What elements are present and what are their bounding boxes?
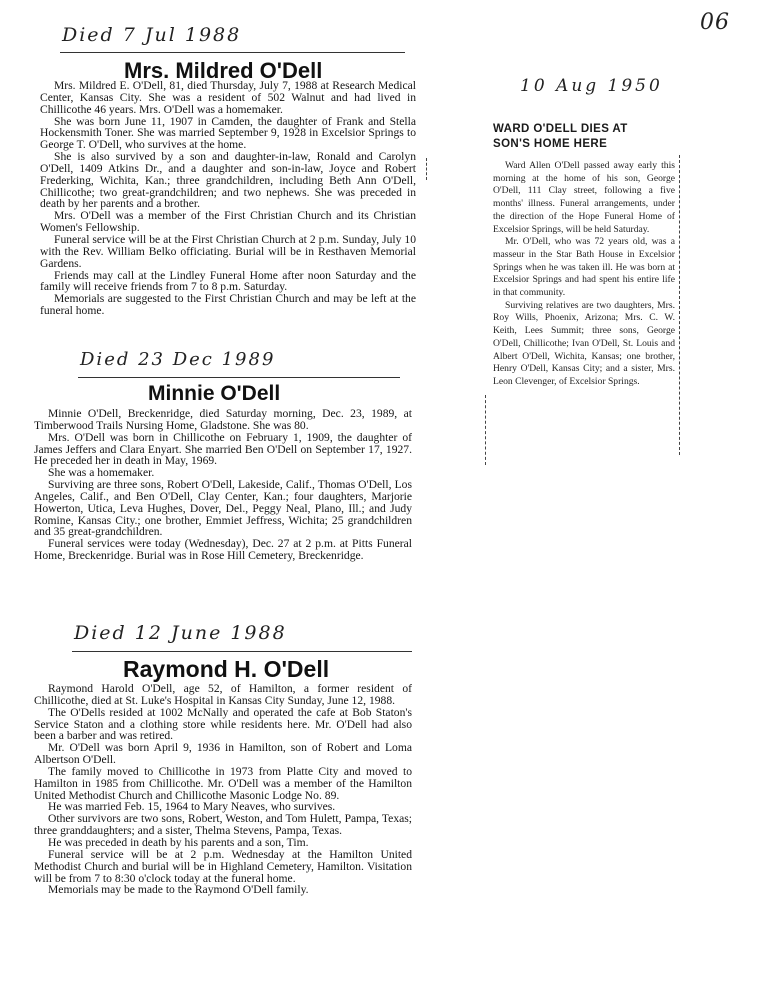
- column-paragraph: Surviving relatives are two daughters, Mrs. Roy Wills, Phoenix, Arizona; Mrs. C. W. Keith, Lees Summit; three sons, George O'Dell, Chillicothe; Ivan O'Dell, St. Louis and Albert O'Dell, Wichita, Kansas; one brother, Henry O'Dell, Kansas City; and a sister, Mrs. Leon Clevenger, of Excelsior Springs.: [493, 299, 675, 387]
- column-headline-line: WARD O'DELL DIES AT: [493, 123, 628, 135]
- obituary-headline: Mrs. Mildred O'Dell: [124, 58, 323, 83]
- column-headline-line: SON'S HOME HERE: [493, 138, 608, 150]
- obituary-body: [34, 408, 412, 562]
- obituary-paragraph: Mrs. O'Dell was born in Chillicothe on February 1, 1909, the daughter of James Jeffers and Clara Enyart. She married Ben O'Dell on September 17, 1927. He preceded her in death in May, 1969.: [34, 430, 412, 468]
- obituary-top-rule: [60, 52, 405, 53]
- obituary-headline: Minnie O'Dell: [148, 382, 281, 405]
- column-headline: [493, 122, 683, 152]
- obituary-paragraph: Mrs. O'Dell was a member of the First Christian Church and its Christian Women's Fellowship.: [40, 209, 416, 235]
- obituary-body: [34, 683, 412, 896]
- obituary-top-rule: [78, 377, 400, 378]
- obituary-paragraph: Mr. O'Dell was born April 9, 1936 in Hamilton, son of Robert and Loma Albertson O'Dell.: [34, 741, 412, 767]
- obituary-paragraph: The O'Dells resided at 1002 McNally and operated the cafe at Bob Staton's Service Staton and a clothing store while residents here. Mr. O'Dell had also been a barber and was retired.: [34, 705, 412, 743]
- page-code: 06: [700, 10, 730, 35]
- obituary-paragraph: Mrs. Mildred E. O'Dell, 81, died Thursday, July 7, 1988 at Research Medical Center, Kansas City. She was a resident of 502 Walnut and had lived in Chillicothe 46 years. Mrs. O'Dell was a homemaker.: [40, 79, 416, 116]
- obituary-paragraph: He was married Feb. 15, 1964 to Mary Neaves, who survives.: [48, 800, 336, 814]
- obituary-paragraph: Surviving are three sons, Robert O'Dell, Lakeside, Calif., Thomas O'Dell, Los Angeles, Calif., and Ben O'Dell, Clay Center, Kan.; four daughters, Marjorie Howerton, Utica, Leva Hughes, Dover, Del., Peggy Neal, Plano, Ill.; and Judy Romine, Kansas City.; one brother, Emmiet Jeffress, Wichita; 25 grandchildren and 35 great-grandchildren.: [34, 478, 412, 539]
- obituary-paragraph: She was born June 11, 1907 in Camden, the daughter of Frank and Stella Hockensmith Toner. She was married September 9, 1928 in Excelsior Springs to George T. O'Dell, who survives at the home.: [40, 114, 416, 152]
- obituary-paragraph: Funeral services were today (Wednesday), Dec. 27 at 2 p.m. at Pitts Funeral Home, Breckenridge. Burial was in Rose Hill Cemetery, Breckenridge.: [34, 537, 412, 563]
- obituary-paragraph: She was a homemaker.: [48, 466, 155, 480]
- obituary-paragraph: He was preceded in death by his parents and a son, Tim.: [48, 835, 309, 849]
- obituary-paragraph: Raymond Harold O'Dell, age 52, of Hamilton, a former resident of Chillicothe, died at St. Luke's Hospital in Kansas City Sunday, June 12, 1988.: [34, 682, 412, 707]
- obituary-paragraph: Funeral service will be at the First Christian Church at 2 p.m. Sunday, July 10 with the Rev. William Belko officiating. Burial will be in Resthaven Memorial Gardens.: [40, 232, 416, 270]
- column-right-border: [679, 155, 680, 455]
- obituary-paragraph: Other survivors are two sons, Robert, Weston, and Tom Hulett, Pampa, Texas; three granddaughters; and a sister, Thelma Stevens, Pampa, Texas.: [34, 812, 412, 838]
- column-left-border: [485, 395, 486, 465]
- obituary-paragraph: Minnie O'Dell, Breckenridge, died Saturday morning, Dec. 23, 1989, at Timberwood Trails Nursing Home, Gladstone. She was 80.: [34, 407, 412, 432]
- clipping-edge-line: [426, 158, 427, 180]
- obituary-paragraph: The family moved to Chillicothe in 1973 from Platte City and moved to Hamilton in 1985 from Chillicothe. Mr. O'Dell was a member of the Hamilton United Methodist Church and Chillicothe Masonic Lodge No. 89.: [34, 764, 412, 802]
- obituary-body: [40, 80, 416, 317]
- column-paragraph: Ward Allen O'Dell passed away early this morning at the home of his son, George O'Dell, 111 Clay street, following a five months' illness. Funeral arrangements, under the direction of the Hope Funeral Home of Excelsior Springs, will be held Saturday.: [493, 160, 675, 235]
- obituary-top-rule: [72, 651, 412, 652]
- obituary-paragraph: Memorials are suggested to the First Christian Church and may be left at the funeral home.: [40, 292, 416, 318]
- obituary-paragraph: She is also survived by a son and daughter-in-law, Ronald and Carolyn O'Dell, 1409 Atkins Dr., and a daughter and son-in-law, Joyce and Robert Frederking, Wichita, Kan.; three grandchildren, including Beth Ann O'Dell, Chillicothe; two great-grandchildren; and two nephews. She was preceded in death by her parents and a brother.: [40, 150, 416, 211]
- handwritten-death-date: Died 23 Dec 1989: [80, 349, 276, 370]
- handwritten-death-date: Died 7 Jul 1988: [62, 24, 242, 46]
- obituary-headline: Raymond H. O'Dell: [123, 656, 330, 682]
- handwritten-death-date: 10 Aug 1950: [520, 76, 663, 96]
- column-paragraph: Mr. O'Dell, who was 72 years old, was a masseur in the Star Bath House in Excelsior Springs when he was taken ill. He was born at Excelsior Springs and had spent his entire life in that community.: [493, 236, 675, 299]
- obituary-paragraph: Funeral service will be at 2 p.m. Wednesday at the Hamilton United Methodist Church and burial will be in Highland Cemetery, Hamilton. Visitation will be from 7 to 8:30 o'clock today at the funeral home.: [34, 847, 412, 885]
- obituary-paragraph: Friends may call at the Lindley Funeral Home after noon Saturday and the family will receive friends from 7 to 8 p.m. Saturday.: [40, 268, 416, 294]
- column-body: [493, 160, 675, 389]
- handwritten-death-date: Died 12 June 1988: [74, 622, 287, 644]
- obituary-paragraph: Memorials may be made to the Raymond O'Dell family.: [48, 883, 309, 897]
